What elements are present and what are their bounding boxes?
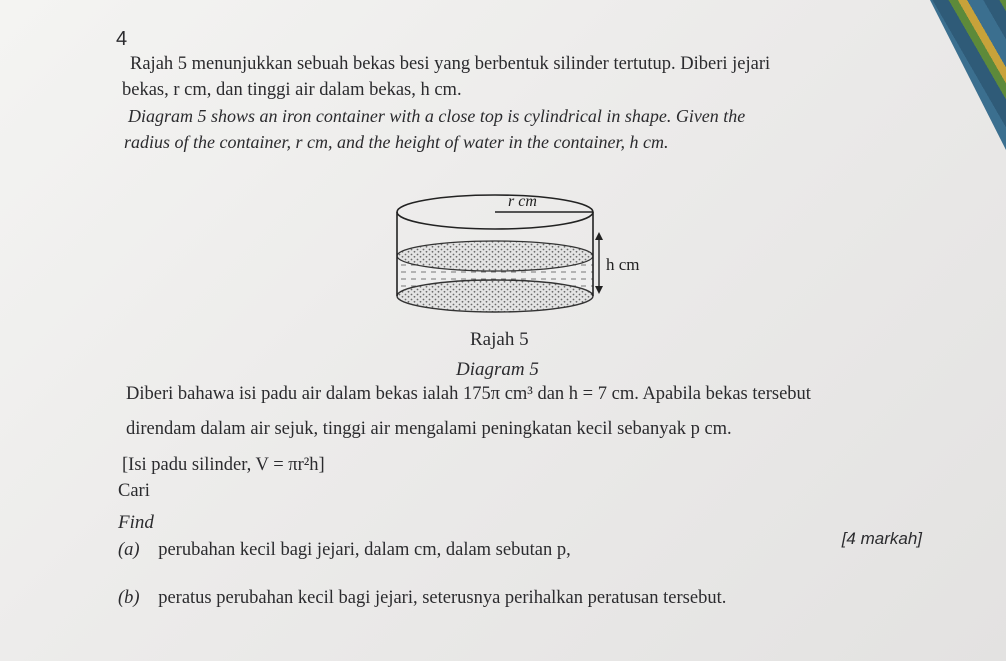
part-b-text: peratus perubahan kecil bagi jejari, seterusnya perihalkan peratusan tersebut. (158, 588, 727, 608)
part-a-text: perubahan kecil bagi jejari, dalam cm, dalam sebutan p, (158, 540, 571, 560)
caption-en: Diagram 5 (456, 359, 539, 380)
given-line-2: direndam dalam air sejuk, tinggi air mengalami peningkatan kecil sebanyak p cm. (126, 419, 732, 439)
stem-ms-line-1: Rajah 5 menunjukkan sebuah bekas besi yang berbentuk silinder tertutup. Diberi jejari (130, 54, 771, 74)
water-surface (397, 241, 593, 271)
instruction-en: Find (118, 512, 154, 533)
cylinder-diagram (380, 178, 640, 328)
height-label: h cm (606, 255, 640, 274)
part-a-label: (a) (118, 540, 140, 560)
part-b (118, 588, 726, 609)
caption-ms: Rajah 5 (470, 329, 529, 350)
given-line-1: Diberi bahawa isi padu air dalam bekas ialah 175π cm³ dan h = 7 cm. Apabila bekas tersebut (126, 384, 811, 404)
part-b-label: (b) (118, 588, 140, 608)
stem-ms-line-2: bekas, r cm, dan tinggi air dalam bekas, h cm. (122, 80, 462, 100)
stem-en-line-2: radius of the container, r cm, and the height of water in the container, h cm. (124, 132, 669, 152)
part-a (118, 540, 571, 561)
stem-en-line-1: Diagram 5 shows an iron container with a close top is cylindrical in shape. Given the (128, 106, 746, 126)
radius-label: r cm (508, 193, 537, 210)
water-bottom (397, 280, 593, 312)
instruction-ms: Cari (118, 481, 150, 501)
question-number: 4 (116, 28, 128, 50)
arrow-up-icon (595, 232, 603, 240)
arrow-down-icon (595, 286, 603, 294)
formula-note: [Isi padu silinder, V = πr²h] (122, 455, 325, 475)
part-a-marks: [4 markah] (841, 529, 922, 548)
